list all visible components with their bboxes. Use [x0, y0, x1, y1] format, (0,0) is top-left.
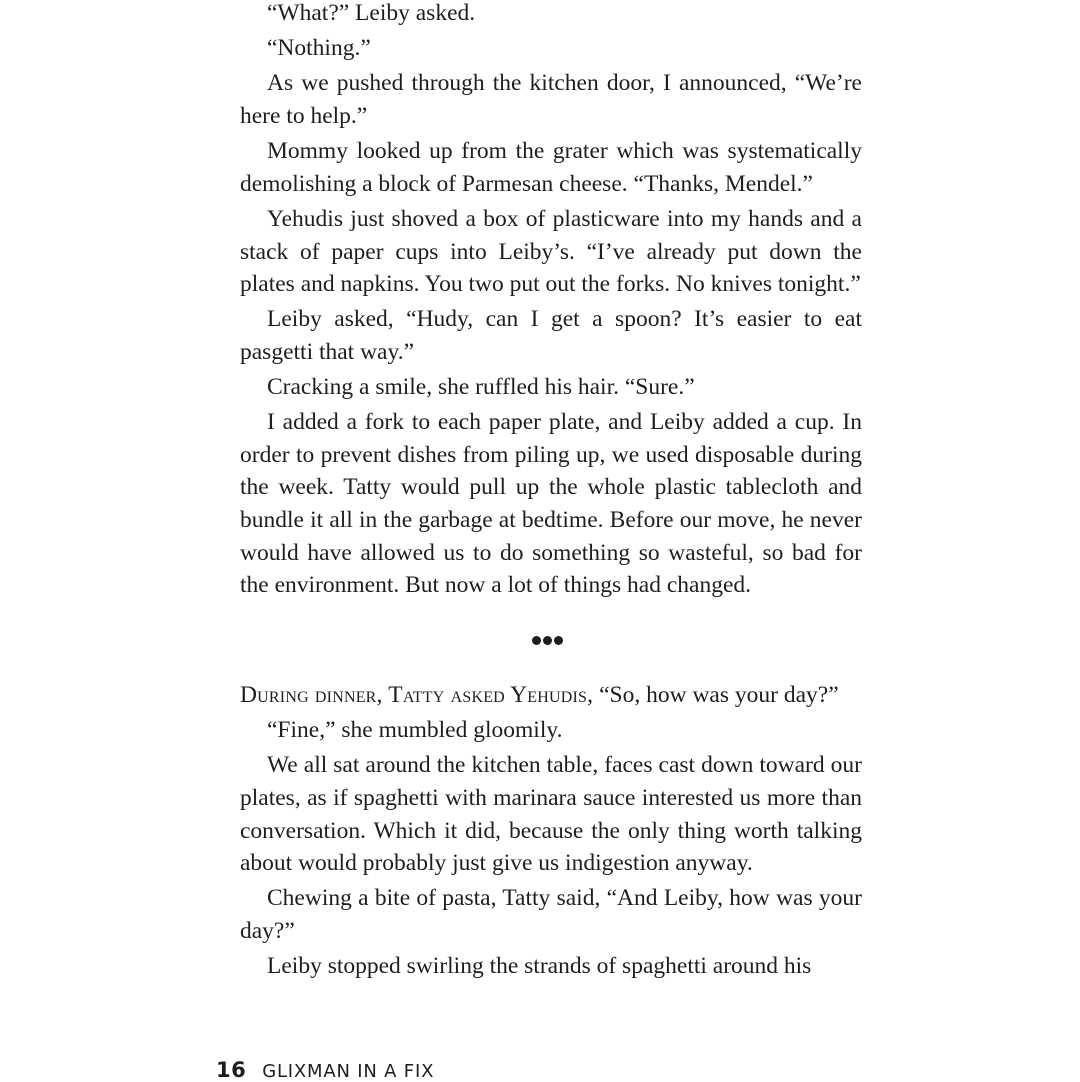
paragraph: Leiby stopped swirling the strands of spaghetti around his [267, 953, 812, 980]
bottom-text-block [240, 679, 862, 985]
section-opening-caps: During dinner, Tatty asked Yehudis, [240, 682, 594, 708]
section-break-dots-icon [532, 634, 572, 646]
paragraph: We all sat around the kitchen table, faces cast down toward our plates, as if spaghetti with marinara sauce interested us more than conversation. Which it did, because the only thing worth talking about would probably just give us indigestion anyway. [240, 752, 862, 877]
running-head: GLIXMAN IN A FIX [262, 1061, 435, 1082]
paragraph: As we pushed through the kitchen door, I announced, “We’re here to help.” [240, 70, 862, 129]
dot-icon [532, 636, 541, 645]
paragraph: Yehudis just shoved a box of plasticware into my hands and a stack of paper cups into Leiby’s. “I’ve already put down the plates and napkins. You two put out the forks. No knives tonight.” [240, 205, 862, 298]
section-opening-paragraph [240, 679, 862, 712]
section-opening-rest: “So, how was your day?” [593, 682, 839, 708]
paragraph: I added a fork to each paper plate, and Leiby added a cup. In order to prevent dishes from piling up, we used disposable during the week. Tatty would pull up the whole plastic tablecloth and bundle it all in the garbage at bedtime. Before our move, he never would have allowed us to do something so wasteful, so bad for the environment. But now a lot of things had changed. [240, 409, 862, 599]
page-number: 16 [216, 1058, 247, 1082]
page-footer [216, 1058, 434, 1082]
paragraph: “Fine,” she mumbled gloomily. [267, 717, 563, 744]
paragraph: Chewing a bite of pasta, Tatty said, “And Leiby, how was your day?” [240, 885, 862, 944]
top-text-block [240, 0, 862, 604]
paragraph: Cracking a smile, she ruffled his hair. “Sure.” [267, 374, 695, 401]
paragraph: Leiby asked, “Hudy, can I get a spoon? It’s easier to eat pasgetti that way.” [240, 306, 862, 365]
paragraph: “Nothing.” [267, 35, 371, 62]
dot-icon [543, 636, 552, 645]
paragraph: Mommy looked up from the grater which was systematically demolishing a block of Parmesan cheese. “Thanks, Mendel.” [240, 138, 862, 197]
dot-icon [554, 636, 563, 645]
paragraph: “What?” Leiby asked. [267, 0, 476, 26]
